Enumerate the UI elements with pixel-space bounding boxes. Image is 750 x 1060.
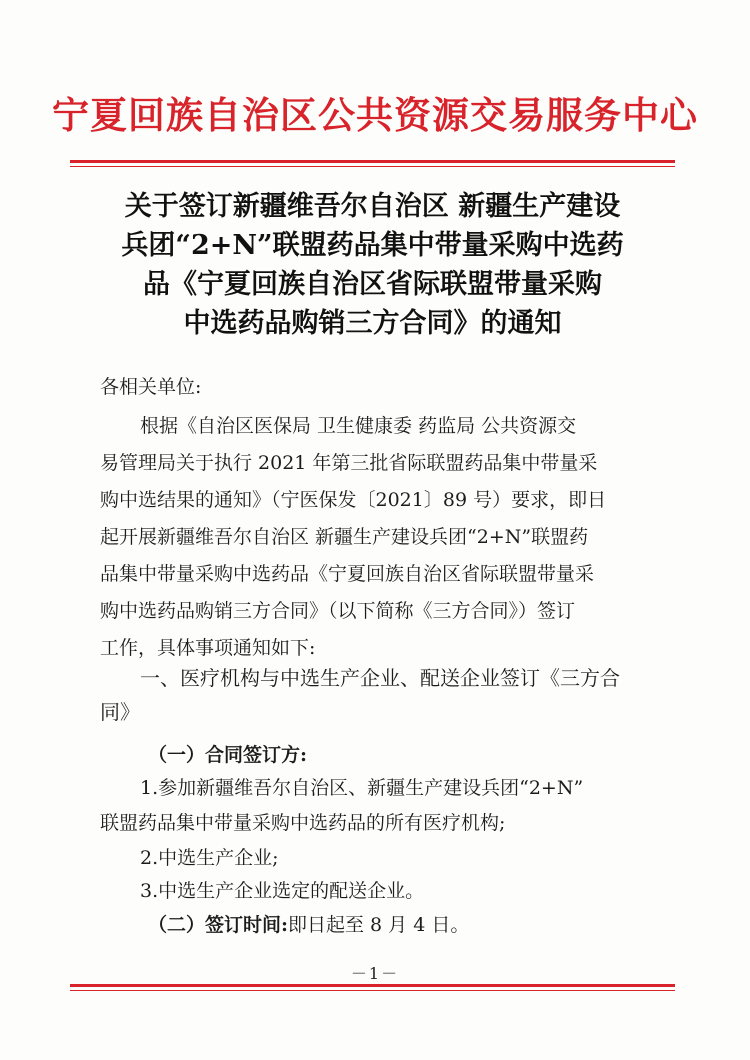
paragraph-line: 品集中带量采购中选药品《宁夏回族自治区省际联盟带量采 — [100, 563, 595, 585]
subsection-heading-2 — [148, 910, 708, 940]
paragraph-line: 根据《自治区医保局 卫生健康委 药监局 公共资源交 — [140, 415, 577, 437]
title-line: 关于签订新疆维吾尔自治区 新疆生产建设 — [124, 191, 621, 222]
section-heading-1-cont: 同》 — [100, 700, 140, 724]
title-line: 中选药品购销三方合同》的通知 — [183, 308, 562, 339]
salutation: 各相关单位: — [100, 376, 202, 398]
list-item-3: 3.中选生产企业选定的配送企业。 — [140, 880, 425, 902]
header-red-rule-thick — [70, 160, 675, 163]
header-red-rule-thin — [70, 166, 675, 167]
subsection-2-text: 即日起至 8 月 4 日。 — [288, 914, 470, 936]
page-number: －1－ — [350, 964, 400, 983]
paragraph-line: 工作，具体事项通知如下: — [100, 637, 316, 659]
paragraph-line: 起开展新疆维吾尔自治区 新疆生产建设兵团“2+N”联盟药 — [100, 526, 589, 548]
paragraph-line: 易管理局关于执行 2021 年第三批省际联盟药品集中带量采 — [100, 452, 598, 474]
title-line: 兵团“2+N”联盟药品集中带量采购中选药 — [121, 230, 624, 261]
paragraph-line: 购中选结果的通知》（宁医保发〔2021〕89 号）要求，即日 — [100, 489, 607, 511]
list-item-2: 2.中选生产企业; — [140, 847, 279, 869]
paragraph-line: 购中选药品购销三方合同》（以下简称《三方合同》）签订 — [100, 600, 576, 622]
list-item-1: 1.参加新疆维吾尔自治区、新疆生产建设兵团“2+N” — [140, 777, 584, 799]
title-line: 品《宁夏回族自治区省际联盟带量采购 — [143, 269, 602, 300]
subsection-2-label: （二）签订时间: — [148, 914, 289, 936]
section-heading-1: 一、医疗机构与中选生产企业、配送企业签订《三方合 — [140, 666, 620, 690]
footer-red-rule-thin — [70, 990, 675, 991]
organization-header: 宁夏回族自治区公共资源交易服务中心 — [52, 93, 698, 137]
document-title — [70, 187, 675, 343]
list-item-1-cont: 联盟药品集中带量采购中选药品的所有医疗机构; — [100, 812, 506, 834]
footer-red-rule-thick — [70, 984, 675, 987]
subsection-heading-1: （一）合同签订方: — [148, 744, 308, 766]
